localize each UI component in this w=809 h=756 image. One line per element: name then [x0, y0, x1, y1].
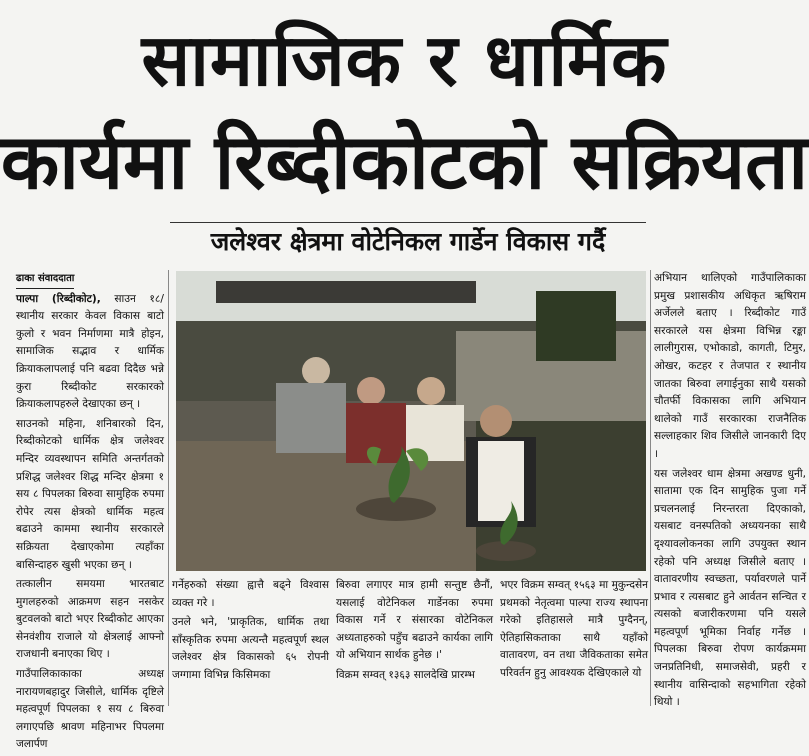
article-column-right [654, 270, 806, 714]
subheading: जलेश्वर क्षेत्रमा वोटेनिकल गार्डेन विकास गर्दै [170, 222, 646, 261]
byline: ढाका संवाददाता [16, 270, 74, 289]
article-column-bottom-3 [500, 577, 648, 685]
article-column-bottom-1 [172, 577, 329, 687]
article-paragraph: भएर विक्रम सम्वत् १५६३ मा मुकुन्दसेन प्रथमको नेतृत्वमा पाल्पा राज्य स्थापना गरेको इतिहासले मात्रै पुग्दैनन्, ऐतिहासिकताका साथै यहाँको वातावरण, वन तथा जैविकताका समेत परिवर्तन हुनु आवश्यक देखिएकाले यो [500, 579, 648, 679]
article-paragraph: विक्रम सम्वत् १३६३ सालदेखि प्रारम्भ [336, 668, 475, 681]
article-paragraph: साउनको महिना, शनिबारको दिन, रिब्दीकोटको धार्मिक क्षेत्र जलेश्वर मन्दिर व्यवस्थापन समिति अन्तर्गतको प्रशिद्ध जलेश्वर शिद्ध मन्दिर क्षेत्रमा १ सय ८ पिपलका बिरुवा सामुहिक रुपमा रोपेर त्यस क्षेत्रको धार्मिक महत्व बढाउने काममा स्थानीय सरकारले सक्रियता देखाएकोमा त्यहाँका बासिन्दाहरु खुसी भएका छन् । [16, 417, 164, 571]
headline-line-1: सामाजिक र धार्मिक [141, 18, 668, 102]
article-paragraph [16, 291, 164, 414]
article-paragraph: गर्नेहरुको संख्या ह्वात्तै बढ्ने विश्वास व्यक्त गरे । [172, 579, 329, 609]
article-paragraph: अभियान थालिएको गाउँपालिकाका प्रमुख प्रशासकीय अधिकृत ऋषिराम अर्जेलले बताए । रिब्दीकोट गाउँ सरकारले यस क्षेत्रमा विभिन्न रङ्का लालीगुरास, एभोकाडो, कागती, टिमुर, ओखर, कटहर र तेजपात र स्थानीय जातका बिरुवा लगाईनुका साथै यसको चौतर्फी विकासका लागि अभियान थालेको गाउँ सरकारका राजनैतिक सल्लाहकार शिव जिसीले जानकारी दिए । [654, 272, 806, 460]
article-paragraph: गाउँपालिकाकाका अध्यक्ष नारायणबहादुर जिसीले, धार्मिक दृष्टिले महत्वपूर्ण पिपलका १ सय ८ बिरुवा लगाएपछि श्रावण महिनाभर पिपलमा जलार्पण [16, 668, 164, 751]
paragraph-text: साउन १८/ स्थानीय सरकार केवल विकास बाटो कुलो र भवन निर्माणमा मात्रै होइन, सामाजिक सद्भाव र धार्मिक क्रियाकलापलाई पनि बढवा दिदैछ भन्ने कुरा रिब्दीकोट सरकारको क्रियाकलापहरुले देखाएका छन् । [16, 292, 164, 411]
news-photo [176, 271, 646, 571]
article-column-bottom-2 [336, 577, 493, 687]
tree-planting-photo [176, 271, 646, 571]
article-paragraph: उनले भने, 'प्राकृतिक, धार्मिक तथा साँस्कृतिक रुपमा अत्यन्तै महत्वपूर्ण स्थल जलेश्वर क्षेत्र विकासको ६५ रोपनी जग्गामा विभिन्न किसिमका [172, 616, 329, 681]
headline-line-2: कार्यमा रिब्दीकोटको सक्रियता [0, 117, 809, 206]
article-paragraph: यस जलेश्वर धाम क्षेत्रमा अखण्ड धुनी, सातामा एक दिन सामुहिक पुजा गर्ने प्रचलनलाई निरन्तरता दिएकाको, यसबाट वनस्पतिको अध्ययनका साथै दृश्यावलोकनका लागि उपयुक्त स्थान रहेको पनि अध्यक्ष जिसीले बताए । वातावरणीय स्वच्छता, पर्यावरणले पार्ने प्रभाव र त्यसबाट हुने आर्वतन सन्चित र त्यसको बजारीकरणमा पनि यसले महत्वपूर्ण भूमिका निर्वाह गर्नेछ । पिपलका बिरुवा रोपण कार्यक्रममा जनप्रतिनिधी, समाजसेवी, प्रहरी र स्थानीय वासिन्दाको सहभागिता रहेको थियो । [654, 467, 806, 709]
headline-block [0, 0, 809, 222]
dateline: पाल्पा (रिब्दीकोट), [16, 292, 101, 305]
article-column-left [16, 270, 164, 756]
column-divider [650, 270, 651, 706]
article-paragraph: तत्कालीन समयमा भारतबाट मुगलहरुको आक्रमण सहन नसकेर बुटवलको बाटो भएर रिब्दीकोट आएका सेनवंशीय राजाले यो क्षेत्रलाई आफ्नो राजधानी बनाएका थिए । [16, 578, 164, 661]
column-divider [168, 270, 169, 706]
article-paragraph: बिरुवा लगाएर मात्र हामी सन्तुष्ट छैनौं, यसलाई वोटेनिकल गार्डेनका रुपमा विकास गर्ने र संसारका वोटेनिकल अध्यताहरुको पहुँच बढाउने कार्यका लागि यो अभियान सार्थक हुनेछ ।' [336, 579, 493, 662]
